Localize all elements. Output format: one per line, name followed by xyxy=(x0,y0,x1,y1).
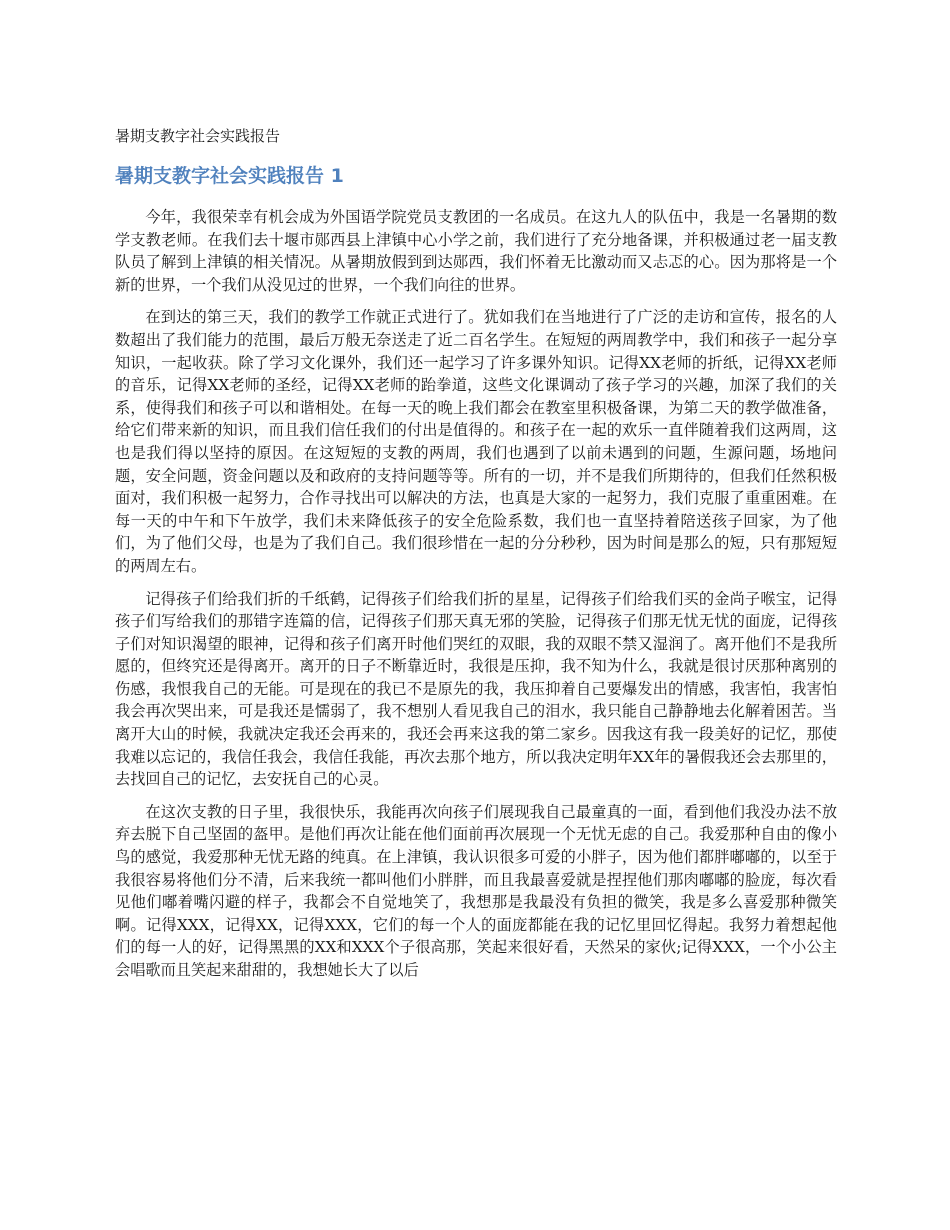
paragraph-4: 在这次支教的日子里，我很快乐，我能再次向孩子们展现我自己最童真的一面，看到他们我没办法不放弃去脱下自己坚固的盔甲。是他们再次让能在他们面前再次展现一个无忧无虑的自己。我爱那种自由的像小鸟的感觉，我爱那种无忧无路的纯真。在上津镇，我认识很多可爱的小胖子，因为他们都胖嘟嘟的，以至于我很容易将他们分不清，后来我统一都叫他们小胖胖，而且我最喜爱就是捏捏他们那肉嘟嘟的脸庞，每次看见他们嘟着嘴闪避的样子，我都会不自觉地笑了，我想那是我最没有负担的微笑，我是多么喜爱那种微笑啊。记得XXX，记得XX，记得XXX，它们的每一个人的面庞都能在我的记忆里回忆得起。我努力着想起他们的每一人的好，记得黑黑的XX和XXX个子很高那，笑起来很好看，天然呆的家伙;记得XXX，一个小公主会唱歌而且笑起来甜甜的，我想她长大了以后 xyxy=(115,802,837,979)
section-heading: 暑期支教字社会实践报告 1 xyxy=(115,165,344,187)
paragraph-1: 今年，我很荣幸有机会成为外国语学院党员支教团的一名成员。在这九人的队伍中，我是一名暑期的数学支教老师。在我们去十堰市郧西县上津镇中心小学之前，我们进行了充分地备课，并积极通过老一届支教队员了解到上津镇的相关情况。从暑期放假到到达郧西，我们怀着无比激动而又忐忑的心。因为那将是一个新的世界，一个我们从没见过的世界，一个我们向往的世界。 xyxy=(115,208,837,294)
paragraph-2: 在到达的第三天，我们的教学工作就正式进行了。犹如我们在当地进行了广泛的走访和宣传，报名的人数超出了我们能力的范围，最后万般无奈送走了近二百名学生。在短短的两周教学中，我们和孩子一起分享知识，一起收获。除了学习文化课外，我们还一起学习了许多课外知识。记得XX老师的折纸，记得XX老师的音乐，记得XX老师的圣经，记得XX老师的跆拳道，这些文化课调动了孩子学习的兴趣，加深了我们的关系，使得我们和孩子可以和谐相处。在每一天的晚上我们都会在教室里积极备课，为第二天的教学做准备，给它们带来新的知识，而且我们信任我们的付出是值得的。和孩子在一起的欢乐一直伴随着我们这两周，这也是我们得以坚持的原因。在这短短的支教的两周，我们也遇到了以前未遇到的问题，生源问题，场地问题，安全问题，资金问题以及和政府的支持问题等等。所有的一切，并不是我们所期待的，但我们任然积极面对，我们积极一起努力，合作寻找出可以解决的方法，也真是大家的一起努力，我们克服了重重困难。在每一天的中午和下午放学，我们未来降低孩子的安全危险系数，我们也一直坚持着陪送孩子回家，为了他们，为了他们父母，也是为了我们自己。我们很珍惜在一起的分分秒秒，因为时间是那么的短，只有那短短的两周左右。 xyxy=(115,308,837,575)
document-page xyxy=(115,124,837,982)
document-title: 暑期支教字社会实践报告 xyxy=(115,127,281,145)
paragraph-3: 记得孩子们给我们折的千纸鹤，记得孩子们给我们折的星星，记得孩子们给我们买的金尚子喉宝，记得孩子们写给我们的那错字连篇的信，记得孩子们那天真无邪的笑脸，记得孩子们那无忧无忧的面庞，记得孩子们对知识渴望的眼神，记得和孩子们离开时他们哭红的双眼，我的双眼不禁又湿润了。离开他们不是我所愿的，但终究还是得离开。离开的日子不断靠近时，我很是压抑，我不知为什么，我就是很讨厌那种离别的伤感，我恨我自己的无能。可是现在的我已不是原先的我，我压抑着自己要爆发出的情感，我害怕，我害怕我会再次哭出来，可是我还是懦弱了，我不想别人看见我自己的泪水，我只能自己静静地去化解着困苦。当离开大山的时候，我就决定我还会再来的，我还会再来这我的第二家乡。因我这有我一段美好的记忆，那使我难以忘记的，我信任我会，我信任我能，再次去那个地方，所以我决定明年XX年的暑假我还会去那里的，去找回自己的记忆，去安抚自己的心灵。 xyxy=(115,589,837,789)
